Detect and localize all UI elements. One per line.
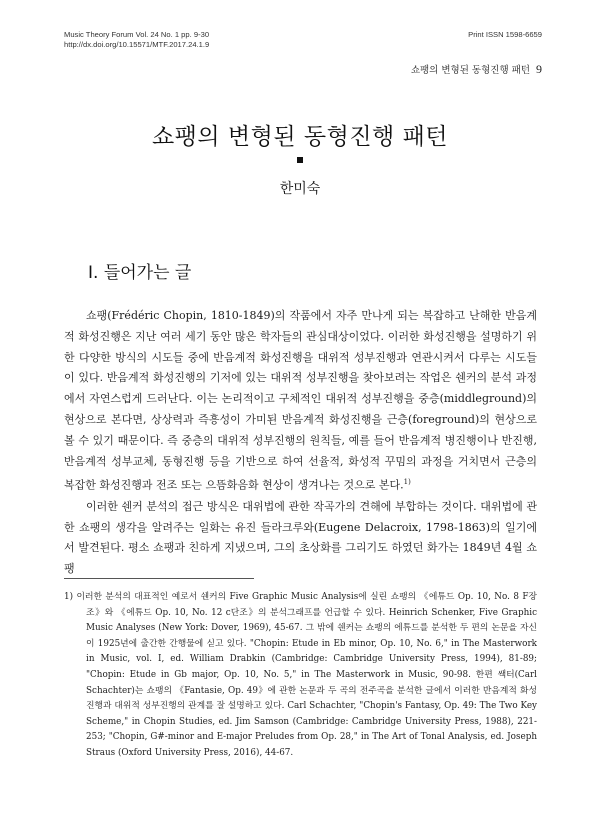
- issn: Print ISSN 1598-6659: [468, 30, 542, 39]
- article-title: 쇼팽의 변형된 동형진행 패턴: [151, 124, 449, 150]
- running-title: 쇼팽의 변형된 동형진행 패턴: [410, 65, 530, 76]
- page-number: 9: [536, 62, 542, 76]
- journal-volume-line: Music Theory Forum Vol. 24 No. 1 pp. 9-30: [64, 30, 210, 39]
- title-separator-mark: [297, 157, 303, 163]
- running-header: [411, 62, 542, 77]
- paragraph-2: 이러한 쉔커 분석의 접근 방식은 대위법에 관한 작곡가의 견해에 부합하는 것이다. 대위법에 관한 쇼팽의 생각을 알려주는 일화는 유진 들라크루와(Eugene Delacroix, 1798-1863)의 일기에서 발견된다. 평소 쇼팽과 친하게 지냈으며, 그의 초상화를 그리기도 하였던 화가는 1849년 4월 쇼팽: [64, 499, 537, 576]
- footnotes: [64, 590, 537, 762]
- section-heading: I. 들어가는 글: [88, 263, 192, 283]
- footnote-divider: [64, 578, 254, 579]
- journal-citation: [64, 30, 209, 50]
- paragraph-1: [64, 306, 537, 497]
- body-text: [64, 306, 537, 580]
- author-name: 한미숙: [279, 181, 321, 197]
- doi-link[interactable]: http://dx.doi.org/10.15571/MTF.2017.24.1.9: [64, 39, 210, 49]
- paragraph-1-text: 쇼팽(Frédéric Chopin, 1810-1849)의 작품에서 자주 만나게 되는 복잡하고 난해한 반음계적 화성진행은 지난 여러 세기 동안 많은 학자들의 관심대상이었다. 이러한 화성진행을 설명하기 위한 다양한 방식의 시도들 중에 반음계적 화성진행을 대위적 성부진행과 연관시켜서 다루는 시도들이 있다. 반음계적 화성진행의 기저에 있는 대위적 성부진행을 찾아보려는 작업은 쉔커의 분석 과정에서 자연스럽게 드러난다. 이는 논리적이고 구체적인 대위적 성부진행을 중층(middleground)의 현상으로 본다면, 상상력과 즉흥성이 가미된 반음계적 화성진행을 근층(foreground)의 현상으로 볼 수 있기 때문이다. 즉 중층의 대위적 성부진행의 원칙들, 예를 들어 반음계적 병진행이나 반진행, 반음계적 성부교체, 동형진행 등을 기반으로 하여 선율적, 화성적 꾸밈의 과정을 거치면서 근층의 복잡한 화성진행과 전조 또는 으뜸화음화 현상이 생겨나는 것으로 본다.: [64, 309, 537, 493]
- footnote-reference[interactable]: 1): [403, 478, 411, 487]
- footnote-1: 1) 이러한 분석의 대표적인 예로서 쉔커의 Five Graphic Music Analysis에 실린 쇼팽의 《에튜드 Op. 10, No. 8 F장조》와 《에튜드 Op. 10, No. 12 c단조》의 분석그래프를 언급할 수 있다. Heinrich Schenker, Five Graphic Music Analyses (New York: Dover, 1969), 45-67. 그 밖에 쉔커는 쇼팽의 에튜드를 분석한 두 편의 논문을 자신이 1925년에 출간한 간행물에 싣고 있다. "Chopin: Etude in Eb minor, Op. 10, No. 6," in The Masterwork in Music, vol. I, ed. William Drabkin (Cambridge: Cambridge University Press, 1994), 81-89; "Chopin: Etude in Gb major, Op. 10, No. 5," in The Masterwork in Music, 90-98. 한편 쌕터(Carl Schachter)는 쇼팽의 《Fantasie, Op. 49》에 관한 논문과 두 곡의 전주곡을 분석한 글에서 이러한 반음계적 화성진행과 대위적 성부진행의 관계를 잘 설명하고 있다. Carl Schachter, "Chopin's Fantasy, Op. 49: The Two Key Scheme," in Chopin Studies, ed. Jim Samson (Cambridge: Cambridge University Press, 1988), 221-253; "Chopin, G#-minor and E-major Preludes from Op. 28," in The Art of Tonal Analysis, ed. Joseph Straus (Oxford University Press, 2016), 44-67.: [64, 592, 537, 758]
